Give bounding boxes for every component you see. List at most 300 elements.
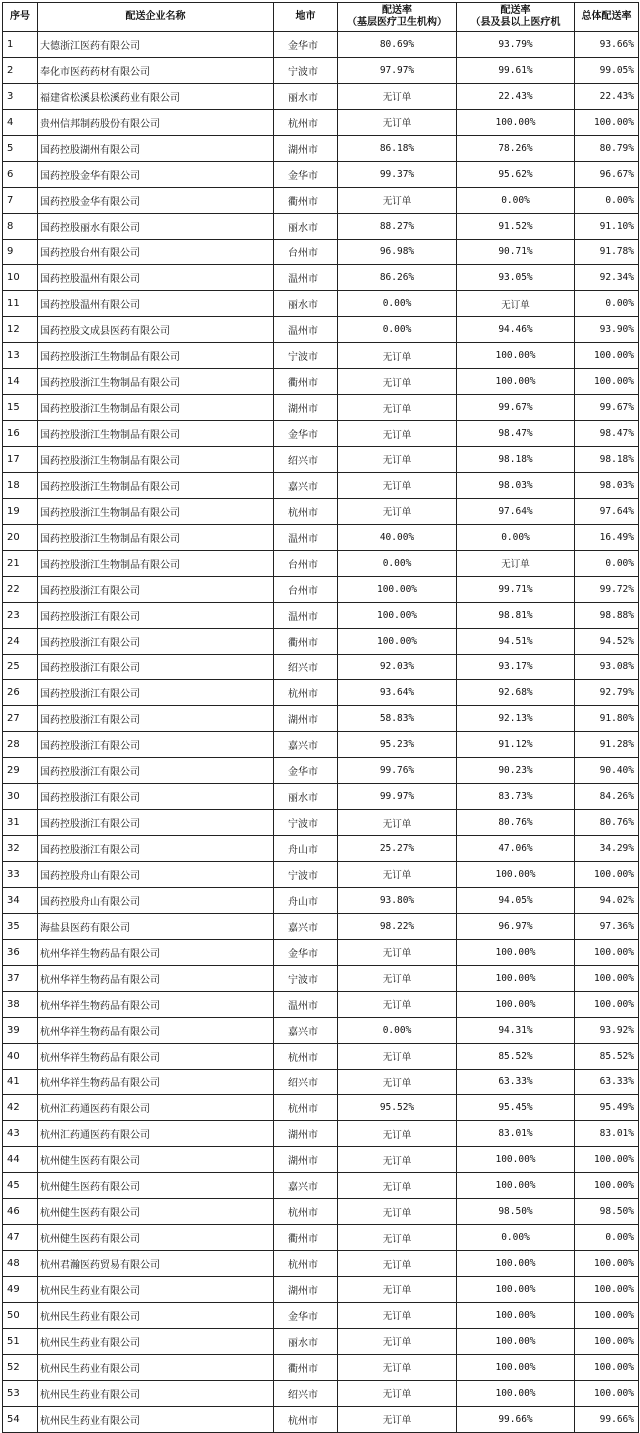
cell-rate-basic: 93.80% xyxy=(338,887,457,913)
cell-rate-basic: 0.00% xyxy=(338,291,457,317)
cell-rate-total: 93.90% xyxy=(575,317,639,343)
cell-city: 湖州市 xyxy=(274,135,338,161)
header-rate-county-line2: （县及县以上医疗机 xyxy=(470,17,561,28)
cell-company: 国药控股浙江生物制品有限公司 xyxy=(38,447,274,473)
cell-rate-total: 100.00% xyxy=(575,1302,639,1328)
cell-index: 31 xyxy=(3,810,38,836)
cell-rate-basic: 无订单 xyxy=(338,939,457,965)
table-row xyxy=(3,758,639,784)
cell-rate-total: 92.79% xyxy=(575,680,639,706)
header-row xyxy=(3,3,639,32)
cell-index: 4 xyxy=(3,109,38,135)
cell-rate-county: 100.00% xyxy=(457,1147,575,1173)
table-row xyxy=(3,706,639,732)
cell-rate-county: 83.01% xyxy=(457,1121,575,1147)
cell-company: 国药控股舟山有限公司 xyxy=(38,887,274,913)
cell-rate-county: 100.00% xyxy=(457,369,575,395)
cell-rate-basic: 58.83% xyxy=(338,706,457,732)
cell-index: 9 xyxy=(3,239,38,265)
cell-index: 3 xyxy=(3,83,38,109)
table-row xyxy=(3,1225,639,1251)
cell-rate-basic: 无订单 xyxy=(338,965,457,991)
cell-city: 台州市 xyxy=(274,239,338,265)
cell-index: 25 xyxy=(3,654,38,680)
table-row xyxy=(3,1043,639,1069)
cell-city: 舟山市 xyxy=(274,887,338,913)
cell-rate-county: 47.06% xyxy=(457,836,575,862)
cell-rate-basic: 无订单 xyxy=(338,83,457,109)
table-row xyxy=(3,395,639,421)
cell-company: 国药控股浙江有限公司 xyxy=(38,732,274,758)
cell-rate-total: 99.05% xyxy=(575,57,639,83)
cell-rate-basic: 无订单 xyxy=(338,421,457,447)
cell-city: 金华市 xyxy=(274,939,338,965)
cell-index: 39 xyxy=(3,1017,38,1043)
cell-rate-basic: 无订单 xyxy=(338,862,457,888)
cell-rate-county: 98.18% xyxy=(457,447,575,473)
table-row xyxy=(3,213,639,239)
cell-index: 51 xyxy=(3,1328,38,1354)
table-row xyxy=(3,291,639,317)
table-row xyxy=(3,991,639,1017)
table-row xyxy=(3,1199,639,1225)
cell-city: 杭州市 xyxy=(274,1251,338,1277)
cell-company: 杭州汇药通医药有限公司 xyxy=(38,1121,274,1147)
cell-index: 2 xyxy=(3,57,38,83)
cell-rate-county: 97.64% xyxy=(457,498,575,524)
cell-rate-total: 92.34% xyxy=(575,265,639,291)
cell-index: 44 xyxy=(3,1147,38,1173)
cell-rate-total: 100.00% xyxy=(575,939,639,965)
table-row xyxy=(3,1095,639,1121)
cell-rate-county: 92.13% xyxy=(457,706,575,732)
cell-rate-county: 63.33% xyxy=(457,1069,575,1095)
cell-rate-county: 100.00% xyxy=(457,109,575,135)
cell-index: 11 xyxy=(3,291,38,317)
table-row xyxy=(3,161,639,187)
cell-city: 宁波市 xyxy=(274,862,338,888)
cell-rate-total: 80.76% xyxy=(575,810,639,836)
cell-city: 金华市 xyxy=(274,1302,338,1328)
cell-company: 国药控股温州有限公司 xyxy=(38,291,274,317)
cell-rate-total: 100.00% xyxy=(575,1147,639,1173)
cell-city: 温州市 xyxy=(274,524,338,550)
cell-company: 杭州华祥生物药品有限公司 xyxy=(38,991,274,1017)
table-row xyxy=(3,421,639,447)
cell-company: 大德浙江医药有限公司 xyxy=(38,32,274,58)
header-company: 配送企业名称 xyxy=(38,3,274,32)
cell-city: 衢州市 xyxy=(274,187,338,213)
cell-rate-total: 95.49% xyxy=(575,1095,639,1121)
cell-rate-total: 100.00% xyxy=(575,1173,639,1199)
cell-index: 38 xyxy=(3,991,38,1017)
cell-rate-basic: 97.97% xyxy=(338,57,457,83)
cell-index: 43 xyxy=(3,1121,38,1147)
cell-rate-basic: 无订单 xyxy=(338,1251,457,1277)
cell-company: 国药控股浙江有限公司 xyxy=(38,836,274,862)
table-row xyxy=(3,628,639,654)
cell-city: 衢州市 xyxy=(274,628,338,654)
cell-company: 国药控股浙江生物制品有限公司 xyxy=(38,472,274,498)
cell-city: 宁波市 xyxy=(274,965,338,991)
cell-company: 国药控股丽水有限公司 xyxy=(38,213,274,239)
cell-city: 杭州市 xyxy=(274,1095,338,1121)
cell-rate-basic: 无订单 xyxy=(338,395,457,421)
cell-index: 6 xyxy=(3,161,38,187)
cell-city: 台州市 xyxy=(274,550,338,576)
cell-city: 杭州市 xyxy=(274,1199,338,1225)
cell-city: 宁波市 xyxy=(274,57,338,83)
cell-rate-county: 0.00% xyxy=(457,1225,575,1251)
cell-rate-county: 98.50% xyxy=(457,1199,575,1225)
cell-company: 杭州民生药业有限公司 xyxy=(38,1277,274,1303)
cell-rate-county: 100.00% xyxy=(457,1328,575,1354)
cell-rate-county: 90.23% xyxy=(457,758,575,784)
cell-rate-county: 100.00% xyxy=(457,1277,575,1303)
cell-city: 嘉兴市 xyxy=(274,1173,338,1199)
cell-index: 19 xyxy=(3,498,38,524)
cell-city: 宁波市 xyxy=(274,343,338,369)
cell-rate-total: 100.00% xyxy=(575,1328,639,1354)
cell-city: 温州市 xyxy=(274,602,338,628)
cell-company: 国药控股浙江有限公司 xyxy=(38,602,274,628)
cell-city: 温州市 xyxy=(274,317,338,343)
cell-rate-total: 99.67% xyxy=(575,395,639,421)
cell-index: 53 xyxy=(3,1380,38,1406)
cell-index: 17 xyxy=(3,447,38,473)
cell-city: 金华市 xyxy=(274,758,338,784)
cell-index: 45 xyxy=(3,1173,38,1199)
cell-company: 杭州民生药业有限公司 xyxy=(38,1406,274,1432)
cell-rate-total: 16.49% xyxy=(575,524,639,550)
cell-rate-basic: 无订单 xyxy=(338,1199,457,1225)
table-row xyxy=(3,472,639,498)
cell-company: 国药控股浙江生物制品有限公司 xyxy=(38,524,274,550)
cell-company: 国药控股金华有限公司 xyxy=(38,161,274,187)
cell-rate-total: 0.00% xyxy=(575,550,639,576)
cell-rate-basic: 100.00% xyxy=(338,576,457,602)
cell-city: 衢州市 xyxy=(274,1225,338,1251)
cell-company: 国药控股浙江有限公司 xyxy=(38,576,274,602)
table-row xyxy=(3,913,639,939)
cell-city: 湖州市 xyxy=(274,1147,338,1173)
cell-rate-county: 99.61% xyxy=(457,57,575,83)
cell-index: 10 xyxy=(3,265,38,291)
cell-company: 国药控股浙江有限公司 xyxy=(38,810,274,836)
cell-index: 48 xyxy=(3,1251,38,1277)
cell-rate-basic: 93.64% xyxy=(338,680,457,706)
cell-index: 23 xyxy=(3,602,38,628)
cell-rate-county: 91.52% xyxy=(457,213,575,239)
table-row xyxy=(3,862,639,888)
cell-rate-basic: 无订单 xyxy=(338,1406,457,1432)
cell-company: 杭州健生医药有限公司 xyxy=(38,1199,274,1225)
cell-rate-basic: 88.27% xyxy=(338,213,457,239)
cell-rate-county: 99.67% xyxy=(457,395,575,421)
cell-rate-county: 78.26% xyxy=(457,135,575,161)
cell-rate-basic: 无订单 xyxy=(338,369,457,395)
cell-rate-basic: 无订单 xyxy=(338,498,457,524)
cell-rate-county: 93.79% xyxy=(457,32,575,58)
cell-rate-county: 93.05% xyxy=(457,265,575,291)
cell-company: 国药控股浙江生物制品有限公司 xyxy=(38,421,274,447)
cell-rate-total: 84.26% xyxy=(575,784,639,810)
cell-rate-basic: 92.03% xyxy=(338,654,457,680)
table-row xyxy=(3,784,639,810)
cell-rate-county: 94.31% xyxy=(457,1017,575,1043)
cell-city: 嘉兴市 xyxy=(274,472,338,498)
cell-rate-total: 98.88% xyxy=(575,602,639,628)
cell-company: 杭州君瀚医药贸易有限公司 xyxy=(38,1251,274,1277)
table-row xyxy=(3,1406,639,1432)
cell-company: 国药控股浙江生物制品有限公司 xyxy=(38,395,274,421)
cell-rate-basic: 99.76% xyxy=(338,758,457,784)
table-row xyxy=(3,135,639,161)
cell-rate-county: 85.52% xyxy=(457,1043,575,1069)
cell-rate-basic: 99.97% xyxy=(338,784,457,810)
cell-rate-basic: 无订单 xyxy=(338,109,457,135)
cell-city: 温州市 xyxy=(274,991,338,1017)
cell-rate-county: 22.43% xyxy=(457,83,575,109)
cell-company: 国药控股浙江生物制品有限公司 xyxy=(38,343,274,369)
table-row xyxy=(3,1121,639,1147)
cell-rate-total: 90.40% xyxy=(575,758,639,784)
cell-rate-basic: 99.37% xyxy=(338,161,457,187)
cell-index: 26 xyxy=(3,680,38,706)
cell-rate-county: 99.66% xyxy=(457,1406,575,1432)
cell-company: 国药控股湖州有限公司 xyxy=(38,135,274,161)
cell-rate-basic: 0.00% xyxy=(338,1017,457,1043)
cell-rate-county: 80.76% xyxy=(457,810,575,836)
cell-company: 杭州华祥生物药品有限公司 xyxy=(38,939,274,965)
cell-rate-county: 95.45% xyxy=(457,1095,575,1121)
cell-rate-basic: 100.00% xyxy=(338,602,457,628)
cell-city: 衢州市 xyxy=(274,369,338,395)
cell-rate-total: 94.02% xyxy=(575,887,639,913)
cell-rate-county: 91.12% xyxy=(457,732,575,758)
cell-index: 54 xyxy=(3,1406,38,1432)
cell-rate-total: 99.72% xyxy=(575,576,639,602)
cell-city: 杭州市 xyxy=(274,680,338,706)
cell-company: 杭州民生药业有限公司 xyxy=(38,1302,274,1328)
cell-rate-county: 100.00% xyxy=(457,1251,575,1277)
cell-rate-total: 99.66% xyxy=(575,1406,639,1432)
cell-city: 湖州市 xyxy=(274,1277,338,1303)
table-row xyxy=(3,317,639,343)
cell-rate-total: 80.79% xyxy=(575,135,639,161)
table-row xyxy=(3,1069,639,1095)
cell-company: 杭州健生医药有限公司 xyxy=(38,1147,274,1173)
cell-company: 杭州华祥生物药品有限公司 xyxy=(38,1017,274,1043)
cell-rate-total: 97.36% xyxy=(575,913,639,939)
cell-index: 35 xyxy=(3,913,38,939)
cell-index: 36 xyxy=(3,939,38,965)
cell-company: 国药控股浙江有限公司 xyxy=(38,706,274,732)
header-rate-basic-line2: （基层医疗卫生机构） xyxy=(347,17,447,28)
cell-company: 杭州华祥生物药品有限公司 xyxy=(38,1043,274,1069)
cell-company: 国药控股台州有限公司 xyxy=(38,239,274,265)
cell-rate-basic: 无订单 xyxy=(338,1147,457,1173)
cell-rate-total: 97.64% xyxy=(575,498,639,524)
cell-rate-total: 91.78% xyxy=(575,239,639,265)
table-row xyxy=(3,1302,639,1328)
header-rate-county-line1: 配送率 xyxy=(500,5,531,16)
cell-company: 国药控股浙江有限公司 xyxy=(38,680,274,706)
table-row xyxy=(3,83,639,109)
cell-index: 8 xyxy=(3,213,38,239)
cell-rate-county: 98.47% xyxy=(457,421,575,447)
cell-rate-basic: 无订单 xyxy=(338,1277,457,1303)
cell-company: 杭州汇药通医药有限公司 xyxy=(38,1095,274,1121)
cell-index: 24 xyxy=(3,628,38,654)
cell-rate-total: 100.00% xyxy=(575,369,639,395)
cell-rate-total: 93.66% xyxy=(575,32,639,58)
cell-company: 杭州民生药业有限公司 xyxy=(38,1328,274,1354)
table-row xyxy=(3,602,639,628)
cell-index: 49 xyxy=(3,1277,38,1303)
cell-rate-county: 92.68% xyxy=(457,680,575,706)
cell-rate-basic: 无订单 xyxy=(338,472,457,498)
cell-city: 湖州市 xyxy=(274,395,338,421)
cell-rate-basic: 无订单 xyxy=(338,1121,457,1147)
header-rate-county xyxy=(457,3,575,32)
table-row xyxy=(3,447,639,473)
cell-rate-total: 93.92% xyxy=(575,1017,639,1043)
cell-index: 33 xyxy=(3,862,38,888)
table-row xyxy=(3,498,639,524)
cell-company: 国药控股浙江有限公司 xyxy=(38,628,274,654)
cell-company: 杭州民生药业有限公司 xyxy=(38,1380,274,1406)
cell-index: 21 xyxy=(3,550,38,576)
table-row xyxy=(3,576,639,602)
cell-rate-total: 96.67% xyxy=(575,161,639,187)
cell-rate-basic: 86.18% xyxy=(338,135,457,161)
cell-index: 52 xyxy=(3,1354,38,1380)
cell-index: 29 xyxy=(3,758,38,784)
cell-city: 丽水市 xyxy=(274,784,338,810)
cell-city: 湖州市 xyxy=(274,1121,338,1147)
cell-city: 丽水市 xyxy=(274,83,338,109)
cell-rate-basic: 无订单 xyxy=(338,1328,457,1354)
table-row xyxy=(3,1147,639,1173)
cell-rate-county: 95.62% xyxy=(457,161,575,187)
cell-city: 绍兴市 xyxy=(274,1069,338,1095)
cell-rate-county: 94.46% xyxy=(457,317,575,343)
cell-index: 7 xyxy=(3,187,38,213)
cell-rate-basic: 25.27% xyxy=(338,836,457,862)
cell-company: 海盐县医药有限公司 xyxy=(38,913,274,939)
header-rate-basic-line1: 配送率 xyxy=(382,5,412,16)
cell-rate-county: 100.00% xyxy=(457,343,575,369)
table-row xyxy=(3,239,639,265)
cell-company: 杭州华祥生物药品有限公司 xyxy=(38,965,274,991)
cell-index: 30 xyxy=(3,784,38,810)
cell-rate-county: 100.00% xyxy=(457,1380,575,1406)
table-row xyxy=(3,1380,639,1406)
table-row xyxy=(3,939,639,965)
cell-rate-county: 98.03% xyxy=(457,472,575,498)
cell-city: 绍兴市 xyxy=(274,1380,338,1406)
cell-city: 绍兴市 xyxy=(274,654,338,680)
table-row xyxy=(3,1017,639,1043)
cell-company: 杭州健生医药有限公司 xyxy=(38,1173,274,1199)
cell-company: 贵州信邦制药股份有限公司 xyxy=(38,109,274,135)
cell-rate-basic: 96.98% xyxy=(338,239,457,265)
cell-city: 杭州市 xyxy=(274,1043,338,1069)
cell-city: 嘉兴市 xyxy=(274,913,338,939)
table-row xyxy=(3,680,639,706)
table-row xyxy=(3,654,639,680)
cell-rate-basic: 100.00% xyxy=(338,628,457,654)
cell-index: 18 xyxy=(3,472,38,498)
cell-rate-total: 100.00% xyxy=(575,109,639,135)
cell-rate-basic: 无订单 xyxy=(338,187,457,213)
cell-index: 40 xyxy=(3,1043,38,1069)
cell-city: 金华市 xyxy=(274,161,338,187)
cell-index: 37 xyxy=(3,965,38,991)
cell-company: 国药控股浙江生物制品有限公司 xyxy=(38,369,274,395)
table-row xyxy=(3,187,639,213)
cell-rate-total: 100.00% xyxy=(575,862,639,888)
cell-rate-county: 90.71% xyxy=(457,239,575,265)
cell-company: 国药控股温州有限公司 xyxy=(38,265,274,291)
cell-rate-basic: 无订单 xyxy=(338,343,457,369)
cell-rate-county: 94.05% xyxy=(457,887,575,913)
cell-rate-county: 100.00% xyxy=(457,939,575,965)
cell-city: 杭州市 xyxy=(274,498,338,524)
cell-rate-total: 83.01% xyxy=(575,1121,639,1147)
cell-rate-basic: 无订单 xyxy=(338,1380,457,1406)
cell-rate-total: 98.18% xyxy=(575,447,639,473)
cell-rate-total: 91.10% xyxy=(575,213,639,239)
cell-rate-county: 0.00% xyxy=(457,524,575,550)
cell-rate-total: 98.03% xyxy=(575,472,639,498)
cell-index: 47 xyxy=(3,1225,38,1251)
table-row xyxy=(3,524,639,550)
cell-rate-basic: 95.23% xyxy=(338,732,457,758)
cell-rate-basic: 无订单 xyxy=(338,447,457,473)
cell-index: 27 xyxy=(3,706,38,732)
cell-rate-county: 94.51% xyxy=(457,628,575,654)
cell-city: 舟山市 xyxy=(274,836,338,862)
table-row xyxy=(3,550,639,576)
cell-rate-basic: 0.00% xyxy=(338,550,457,576)
cell-rate-total: 98.50% xyxy=(575,1199,639,1225)
cell-rate-total: 100.00% xyxy=(575,1380,639,1406)
cell-rate-total: 100.00% xyxy=(575,1354,639,1380)
cell-rate-total: 100.00% xyxy=(575,343,639,369)
cell-city: 杭州市 xyxy=(274,109,338,135)
cell-company: 国药控股文成县医药有限公司 xyxy=(38,317,274,343)
cell-city: 温州市 xyxy=(274,265,338,291)
cell-rate-total: 91.28% xyxy=(575,732,639,758)
table-row xyxy=(3,343,639,369)
cell-rate-total: 98.47% xyxy=(575,421,639,447)
table-row xyxy=(3,1328,639,1354)
cell-rate-basic: 无订单 xyxy=(338,810,457,836)
cell-rate-total: 85.52% xyxy=(575,1043,639,1069)
table-row xyxy=(3,810,639,836)
cell-rate-basic: 无订单 xyxy=(338,1225,457,1251)
cell-company: 福建省松溪县松溪药业有限公司 xyxy=(38,83,274,109)
cell-company: 国药控股浙江生物制品有限公司 xyxy=(38,498,274,524)
table-row xyxy=(3,369,639,395)
cell-city: 绍兴市 xyxy=(274,447,338,473)
cell-city: 衢州市 xyxy=(274,1354,338,1380)
cell-index: 16 xyxy=(3,421,38,447)
cell-company: 杭州华祥生物药品有限公司 xyxy=(38,1069,274,1095)
cell-rate-county: 98.81% xyxy=(457,602,575,628)
